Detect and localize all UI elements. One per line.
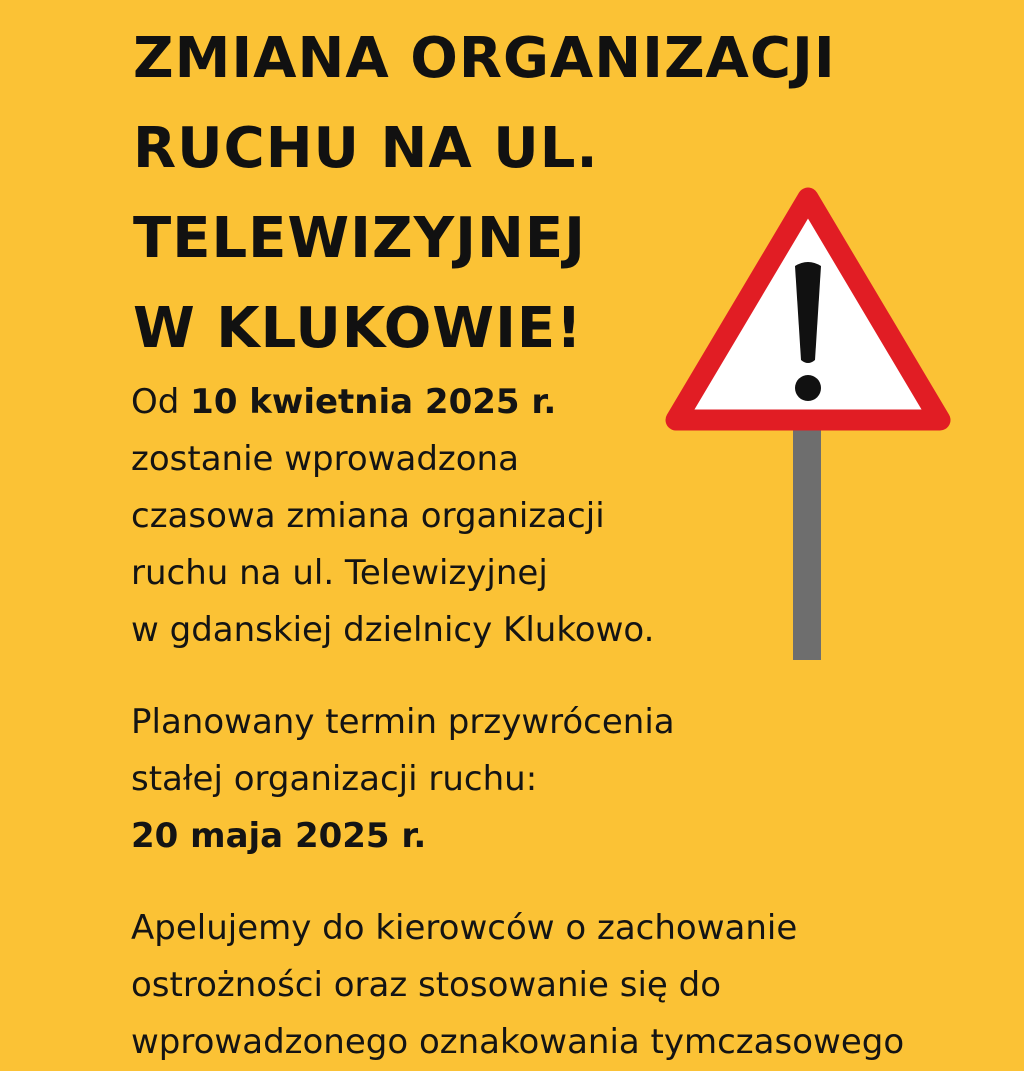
title-line: RUCHU NA UL. — [133, 116, 599, 181]
restore-paragraph — [131, 694, 675, 865]
appeal-line: wprowadzonego oznakowania tymczasowego — [131, 1022, 905, 1062]
appeal-line: ostrożności oraz stosowanie się do — [131, 965, 722, 1005]
end-date: 20 maja 2025 r. — [131, 816, 427, 856]
start-date: 10 kwietnia 2025 r. — [190, 382, 557, 422]
appeal-paragraph — [131, 900, 904, 1071]
title-line: ZMIANA ORGANIZACJI — [133, 26, 836, 91]
intro-line: w gdanskiej dzielnicy Klukowo. — [131, 610, 655, 650]
intro-line: zostanie wprowadzona — [131, 439, 519, 479]
restore-line: Planowany termin przywrócenia — [131, 702, 675, 742]
title-line: TELEWIZYJNEJ — [133, 206, 586, 271]
intro-first-line — [131, 374, 654, 431]
restore-line: stałej organizacji ruchu: — [131, 759, 538, 799]
warning-triangle-icon — [664, 184, 952, 664]
exclamation-dot — [795, 375, 821, 401]
intro-prefix: Od — [131, 382, 191, 422]
intro-line: ruchu na ul. Telewizyjnej — [131, 553, 548, 593]
sign-pole — [793, 430, 821, 660]
intro-paragraph — [131, 374, 654, 659]
appeal-line: Apelujemy do kierowców o zachowanie — [131, 908, 798, 948]
intro-line: czasowa zmiana organizacji — [131, 496, 605, 536]
title-line: W KLUKOWIE! — [133, 296, 583, 361]
restore-date-line — [131, 808, 675, 865]
